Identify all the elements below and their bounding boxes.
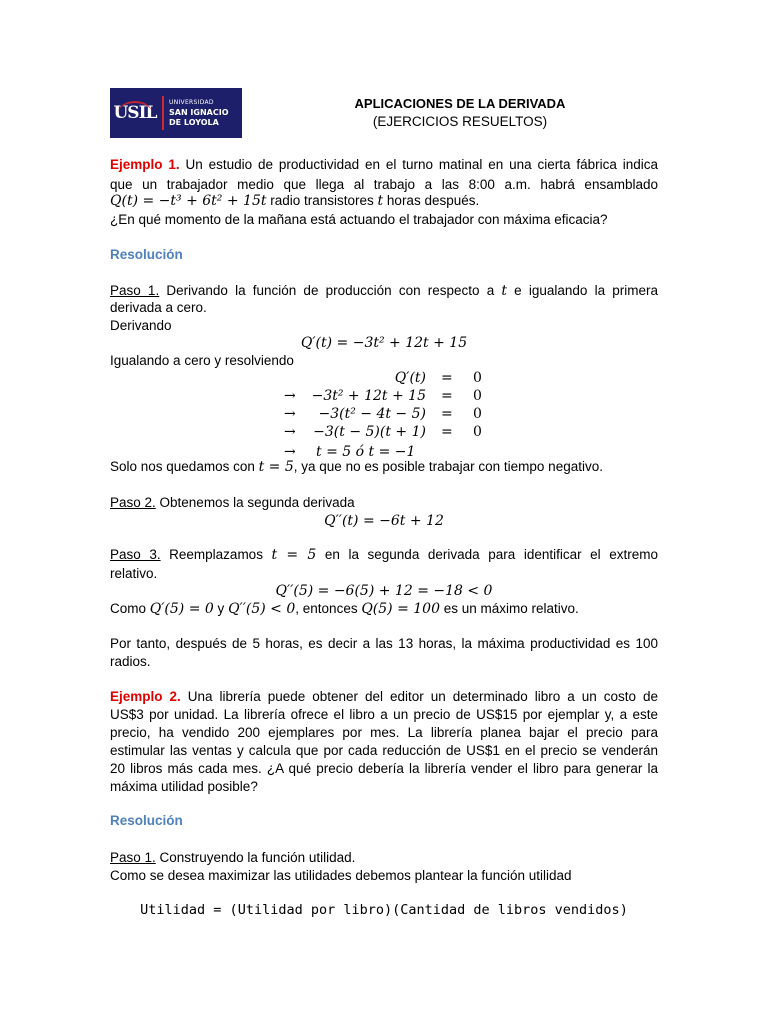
logo-line-1: UNIVERSIDAD (169, 99, 214, 106)
example1-question: ¿En qué momento de la mañana está actuando el trabajador con máxima eficacia? (110, 212, 608, 227)
first-derivative: Q′(t) = −3t² + 12t + 15 (300, 335, 468, 351)
example2-line-4: estimular las ventas y calcula que por cada reducción de US$1 en el precio se venderán (110, 743, 658, 758)
ex2-step1-label: Paso 1. (110, 850, 156, 865)
document-subtitle: (EJERCICIOS RESUELTOS) (372, 114, 548, 129)
step1-line-2: derivada a cero. (110, 300, 207, 315)
logo-separator (162, 96, 164, 130)
step1-line-3: Derivando (110, 318, 172, 333)
university-logo (110, 88, 242, 138)
resolution-heading-2: Resolución (110, 813, 183, 828)
resolution-heading-1: Resolución (110, 247, 183, 262)
conclusion-line-2: radios. (110, 654, 151, 669)
example1-line-1: Ejemplo 1. Un estudio de productividad en el turno matinal en una cierta fábrica indica (110, 157, 658, 172)
example2-line-2: US$3 por unidad. La librería ofrece el libro a un precio de US$15 por ejemplar y, a este (110, 707, 658, 722)
step1-conclusion: Solo nos quedamos con t = 5, ya que no es posible trabajar con tiempo negativo. (110, 459, 603, 475)
step1-line-1: Paso 1. Derivando la función de producción con respecto a t e igualando la primera (110, 283, 659, 299)
logo-swoosh-icon (118, 101, 152, 125)
step3-label: Paso 3. (110, 547, 161, 562)
document-title: APLICACIONES DE LA DERIVADA (354, 96, 566, 111)
step3-line-2: relativo. (110, 566, 158, 581)
step3-line-1: Paso 3. Reemplazamos t = 5 en la segunda derivada para identificar el extremo (110, 547, 658, 563)
step2-line: Paso 2. Obtenemos la segunda derivada (110, 495, 355, 510)
step2-label: Paso 2. (110, 495, 156, 510)
logo-wordmark (169, 98, 229, 128)
usil-logo-mark: USIL (113, 103, 157, 123)
example2-line-5: 20 libros más cada mes. ¿A qué precio debería la librería vender el libro para generar la (110, 761, 658, 776)
ex2-step1-line: Paso 1. Construyendo la función utilidad. (110, 850, 356, 865)
example2-line-1: Ejemplo 2. Una librería puede obtener del editor un determinado libro a un costo de (110, 689, 658, 704)
logo-line-2: SAN IGNACIO (169, 108, 229, 117)
example1-line-2: que un trabajador medio que llega al trabajo a las 8:00 a.m. habrá ensamblado (110, 177, 658, 192)
example1-line-3: Q(t) = −t³ + 6t² + 15t radio transistores t horas después. (110, 193, 480, 209)
example1-label: Ejemplo 1. (110, 157, 180, 172)
step1-line-4: Igualando a cero y resolviendo (110, 353, 294, 368)
conclusion-line-1: Por tanto, después de 5 horas, es decir a las 13 horas, la máxima productividad es 100 (110, 636, 658, 651)
example2-line-6: máxima utilidad posible? (110, 779, 258, 794)
step3-line-3: Como Q′(5) = 0 y Q′′(5) < 0, entonces Q(5) = 100 es un máximo relativo. (110, 601, 579, 617)
example2-line-3: precio, ha vendido 200 ejemplares por mes. La librería planea bajar el precio para (110, 725, 658, 740)
utility-equation: Utilidad = (Utilidad por libro)(Cantidad de libros vendidos) (140, 902, 628, 918)
second-derivative-evaluation: Q′′(5) = −6(5) + 12 = −18 < 0 (275, 583, 493, 599)
ex2-step1-line-2: Como se desea maximizar las utilidades debemos plantear la función utilidad (110, 868, 572, 883)
example2-label: Ejemplo 2. (110, 689, 181, 704)
logo-line-3: DE LOYOLA (169, 118, 219, 127)
production-function: Q(t) = −t³ + 6t² + 15t (110, 193, 267, 209)
second-derivative: Q′′(t) = −6t + 12 (324, 513, 444, 529)
document-page: USIL UNIVERSIDAD SAN IGNACIO DE LOYOLA APLICACIONES DE LA DERIVADA (EJERCICIOS RESUELTOS) Ejemplo 1. Un estudio de productividad en el turno matinal en una cierta fábrica indica que un trabajador medio que llega al trabajo a las 8:00 a.m. habrá ensamblado Q(t) = −t³ + 6t² + 15t radio transistores t horas después. ¿En qué momento de la mañana está actuando el trabajador con máxima eficacia? Resolución Paso 1. Derivando la función de producción con respecto a t e igualando la primera derivada a cero. Derivando Q′(t) = −3t² + 12t + 15 Igualando a cero y resolviendo Q′(t) = 0 → −3t² + 12t + 15 = 0 → −3(t² − 4t − 5) = 0 → −3(t − 5)(t + 1) = 0 → t = 5 ó t = −1 Solo nos quedamos con t = 5, ya que no es posible trabajar con tiempo negativo. Paso 2. Obtenemos la segunda derivada Q′′(t) = −6t + 12 Paso 3. Reemplazamos t = 5 en la segunda derivada para identificar el extremo relativo. Q′′(5) = −6(5) + 12 = −18 < 0 Como Q′(5) = 0 y Q′′(5) < 0, entonces Q(5) = 100 es un máximo relativo. Por tanto, después de 5 horas, es decir a las 13 horas, la máxima productividad es 100 radios. Ejemplo 2. Una librería puede obtener del editor un determinado libro a un costo de US$3 por unidad. La librería ofrece el libro a un precio de US$15 por ejemplar y, a este precio, ha vendido 200 ejemplares por mes. La librería planea bajar el precio para estimular las ventas y calcula que por cada reducción de US$1 en el precio se venderán 20 libros más cada mes. ¿A qué precio debería la librería vender el libro para generar la máxima utilidad posible? Resolución Paso 1. Construyendo la función utilidad. Como se desea maximizar las utilidades debemos plantear la función utilidad Utilidad = (Utilidad por libro)(Cantidad de libros vendidos) (0, 0, 768, 1024)
step1-label: Paso 1. (110, 283, 160, 298)
